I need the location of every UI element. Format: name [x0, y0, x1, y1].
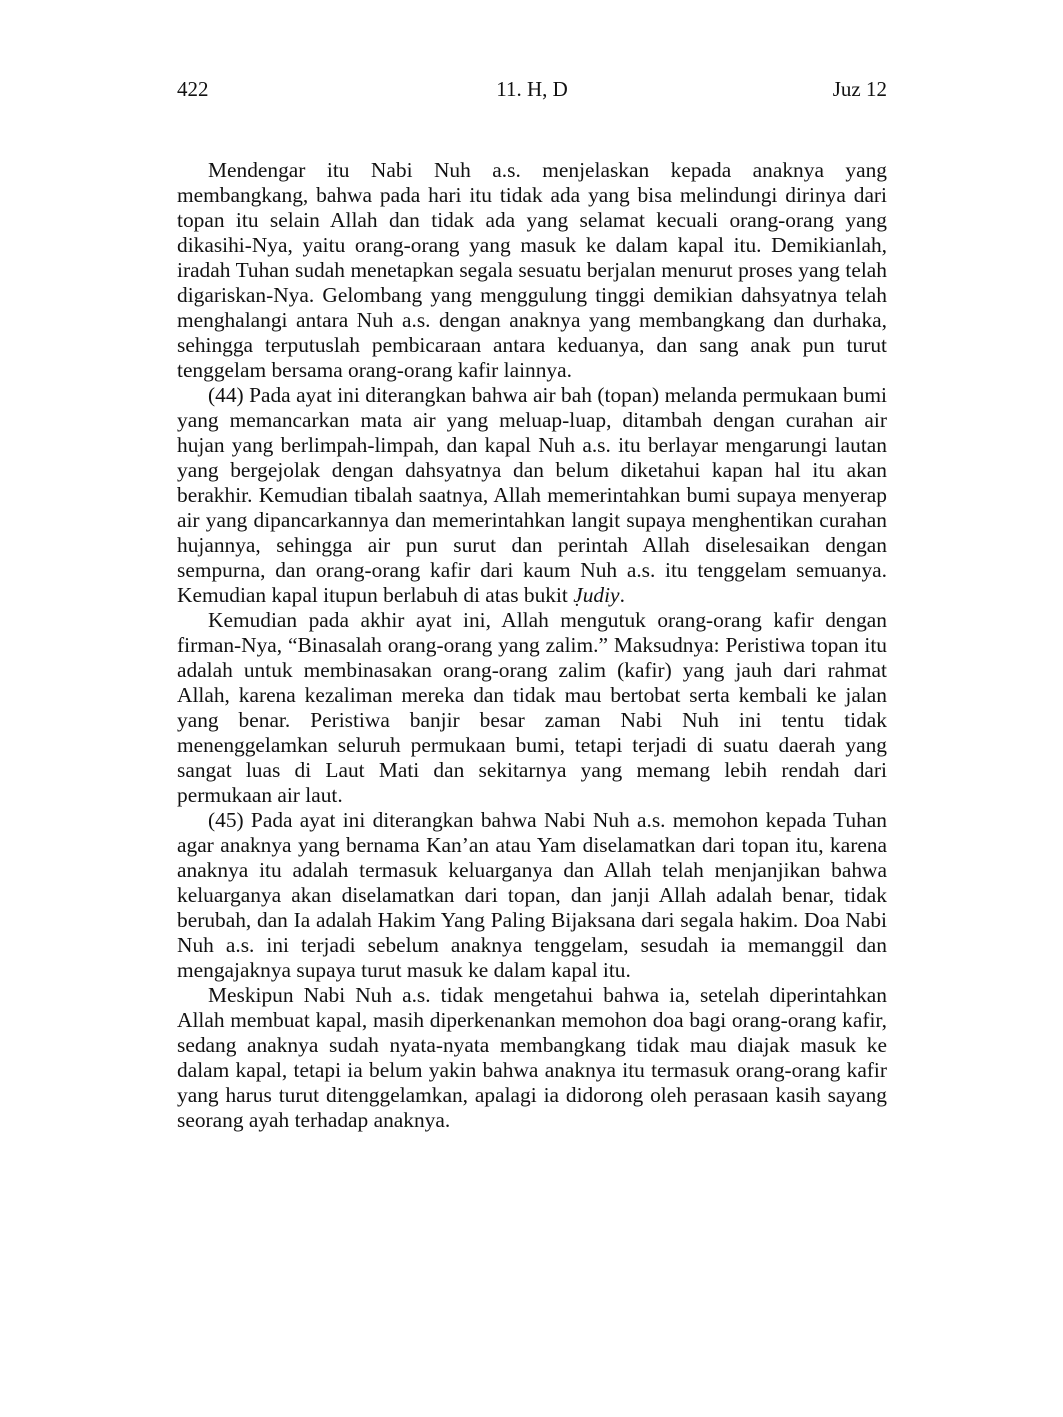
paragraph-text: Kemudian pada akhir ayat ini, Allah mengutuk orang-orang kafir dengan firman-Nya, “Binasalah orang-orang yang zalim.” Maksudnya: Peristiwa topan itu adalah untuk membinasakan orang-orang zalim (kafir) yang jauh dari rahmat Allah, karena kezaliman mereka dan tidak mau bertobat serta kembali ke jalan yang benar. Peristiwa banjir besar zaman Nabi Nuh ini tentu tidak menenggelamkan seluruh permukaan bumi, tetapi terjadi di suatu daerah yang sangat luas di Laut Mati dan sekitarnya yang memang lebih rendah dari permukaan air laut.: [177, 608, 887, 807]
page-header: [177, 76, 887, 102]
paragraph-text: (44) Pada ayat ini diterangkan bahwa air bah (topan) melanda permukaan bumi yang memancarkan mata air yang meluap-luap, ditambah dengan curahan air hujan yang berlimpah-limpah, dan kapal Nuh a.s. itu berlayar mengarungi lautan yang bergejolak dengan dahsyatnya dan belum diketahui kapan hal itu akan berakhir. Kemudian tibalah saatnya, Allah memerintahkan bumi supaya menyerap air yang dipancarkannya dan memerintahkan langit supaya menghentikan curahan hujannya, sehingga air pun surut dan perintah Allah diselesaikan dengan sempurna, dan orang-orang kafir dari kaum Nuh a.s. itu tenggelam semuanya. Kemudian kapal itupun berlabuh di atas bukit: [177, 383, 887, 607]
paragraph-2: [177, 383, 887, 608]
juz-label: Juz 12: [832, 77, 887, 101]
paragraph-5: [177, 983, 887, 1133]
page-number: 422: [177, 77, 209, 101]
paragraph-tail: .: [619, 583, 625, 607]
paragraph-4: [177, 808, 887, 983]
paragraph-text: Meskipun Nabi Nuh a.s. tidak mengetahui bahwa ia, setelah diperintahkan Allah membuat kapal, masih diperkenankan memohon doa bagi orang-orang kafir, sedang anaknya sudah nyata-nyata membangkang tidak mau diajak masuk ke dalam kapal, tetapi ia belum yakin bahwa anaknya itu termasuk orang-orang kafir yang harus turut ditenggelamkan, apalagi ia didorong oleh perasaan kasih sayang seorang ayah terhadap anaknya.: [177, 983, 887, 1132]
place-name-judiy: J̣udiy: [573, 583, 620, 607]
chapter-title: 11. H, D: [496, 77, 568, 101]
paragraph-1: [177, 158, 887, 383]
paragraph-text: Mendengar itu Nabi Nuh a.s. menjelaskan kepada anaknya yang membangkang, bahwa pada hari itu tidak ada yang bisa melindungi dirinya dari topan itu selain Allah dan tidak ada yang selamat kecuali orang-orang yang dikasihi-Nya, yaitu orang-orang yang masuk ke dalam kapal itu. Demikianlah, iradah Tuhan sudah menetapkan segala sesuatu berjalan menurut proses yang telah digariskan-Nya. Gelombang yang menggulung tinggi demikian dahsyatnya telah menghalangi antara Nuh a.s. dengan anaknya yang membangkang dan durhaka, sehingga terputuslah pembicaraan antara keduanya, dan sang anak pun turut tenggelam bersama orang-orang kafir lainnya.: [177, 158, 887, 382]
body-text: [177, 158, 887, 1133]
paragraph-text: (45) Pada ayat ini diterangkan bahwa Nabi Nuh a.s. memohon kepada Tuhan agar anaknya yang bernama Kan’an atau Yam diselamatkan dari topan itu, karena anaknya itu adalah termasuk keluarganya dan Allah telah menjanjikan bahwa keluarganya akan diselamatkan dari topan, dan janji Allah adalah benar, tidak berubah, dan Ia adalah Hakim Yang Paling Bijaksana dari segala hakim. Doa Nabi Nuh a.s. ini terjadi sebelum anaknya tenggelam, sesudah ia memanggil dan mengajaknya supaya turut masuk ke dalam kapal itu.: [177, 808, 887, 982]
paragraph-3: [177, 608, 887, 808]
